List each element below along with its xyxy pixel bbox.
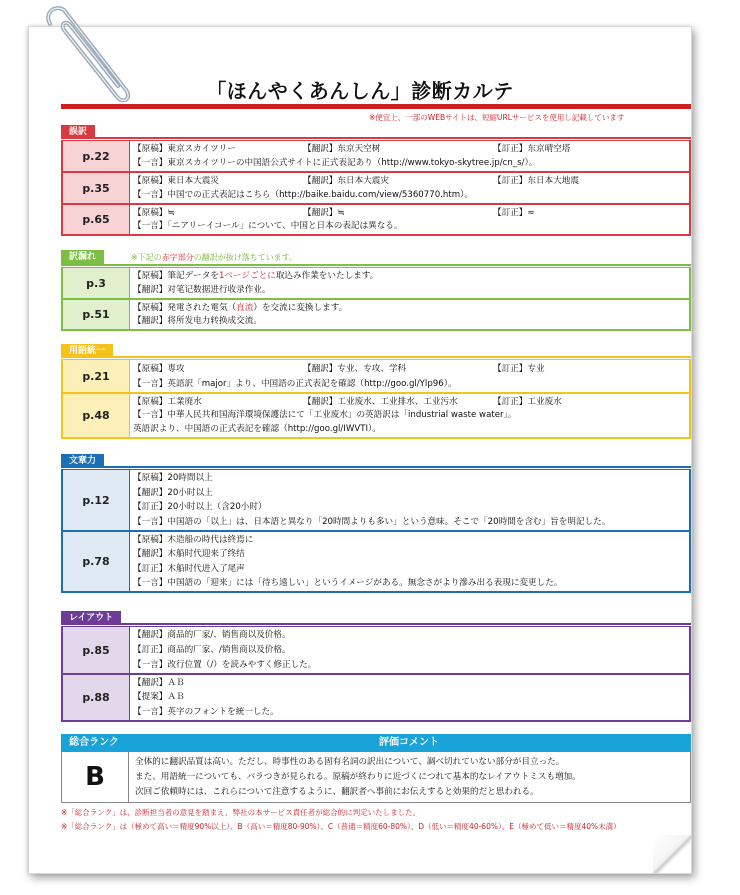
yaku-text: 【翻訳】木船时代迎来了终结: [133, 549, 245, 560]
rank-header: [61, 734, 691, 752]
table-row: [61, 531, 691, 593]
teisei-text: 【訂正】商品的厂家、/销售商以及价格。: [133, 644, 291, 655]
table-row: [61, 172, 691, 204]
yaku-text: 【翻訳】≒: [303, 207, 345, 218]
genko-text: 【原稿】東日本大震災: [133, 176, 219, 186]
genko-text: 【原稿】筆記データを1ページごとに取込み作業をいたします。: [133, 271, 379, 281]
page-number: p.48: [63, 394, 129, 437]
footnote: ※「総合ランク」は（極めて高い＝精度90%以上）、B（高い＝精度80-90%）、C（普通＝精度60-80%）、D（低い＝精度40-60%）、E（極めて低い＝精度40%未満）: [61, 822, 621, 831]
overall-rank-table: [61, 734, 691, 803]
comment-text: 【一言】中華人民共和国海洋環境保護法にて「工业废水」の英語訳は「industrial waste water」。: [133, 410, 517, 421]
comment-header-label: 評価コメント: [379, 737, 439, 748]
genko-text: 【原稿】20時間以上: [133, 473, 213, 484]
section-tag-writing: 文章力: [61, 454, 104, 468]
yaku-text: 【翻訳】工业废水、工业排水、工业污水: [303, 396, 458, 407]
teisei-text: 【訂正】20小时以上（含20小时）: [133, 502, 267, 513]
teisei-text: 【訂正】东日本大地震: [493, 176, 579, 186]
footnote: ※「総合ランク」は、診断担当者の意見を踏まえ、弊社の本サービス責任者が総合的に判定いたしました。: [61, 808, 421, 817]
page-number: p.78: [63, 532, 129, 591]
genko-text: 【原稿】工業廃水: [133, 396, 202, 407]
comment-text: 【一言】改行位置（/）を読みやすく修正した。: [133, 659, 317, 670]
section-tag-terms: 用語統一: [61, 344, 113, 358]
yaku-text: 【翻訳】20小时以上: [133, 487, 213, 498]
table-row: [61, 674, 691, 722]
section-bar-mistranslation: [61, 137, 691, 139]
comment-text: 【一言】中国語の「以上」は、日本語と異なり「20時間よりも多い」という意味。そこで「20時間を含む」旨を明記した。: [133, 516, 611, 527]
teisei-text: 【訂正】≈: [493, 207, 535, 218]
page-number: p.35: [63, 173, 129, 203]
comment-text: 【一言】英字のフォントを統一した。: [133, 706, 279, 717]
comment-text: 【一言】中国での正式表記はこちら（http://baike.baidu.com/view/5360770.htm）。: [133, 190, 473, 200]
comment-text-2: 英語訳より、中国語の正式表記を確認（http://goo.gl/IWVTI）。: [133, 424, 381, 435]
section-bar-layout: [61, 623, 691, 625]
diagnosis-sheet: [28, 26, 692, 874]
yaku-text: 【翻訳】专业、专攻、学科: [303, 363, 407, 374]
table-row: [61, 469, 691, 531]
yaku-text: 【翻訳】对笔记数据进行收录作业。: [133, 285, 271, 295]
page-title: 「ほんやくあんしん」診断カルテ: [206, 79, 514, 103]
page-number: p.51: [63, 300, 129, 329]
comment-text: 【一言】中国語の「迎来」には「待ち遠しい」というイメージがある。無念さがより滲み出る表現に変更した。: [133, 577, 563, 588]
genko-text: 【原稿】≒: [133, 207, 175, 218]
proposal-text: 【提案】ＡＢ: [133, 692, 185, 703]
comment-text: 【一言】「ニアリーイコール」について、中国と日本の表記は異なる。: [133, 221, 403, 232]
evaluation-comment: [129, 752, 690, 802]
title-rule: [61, 104, 691, 109]
comment-text: 【一言】東京スカイツリーの中国語公式サイトに正式表記あり（http://www.tokyo-skytree.jp/cn_s/）。: [133, 158, 538, 168]
yaku-text: 【翻訳】ＡＢ: [133, 678, 185, 689]
yaku-text: 【翻訳】将所发电力转换成交流。: [133, 316, 262, 327]
rank-header-label: 総合ランク: [69, 737, 119, 748]
yaku-text: 【翻訳】东日本大震灾: [303, 176, 389, 186]
section-bar-writing: [61, 466, 691, 468]
teisei-text: 【訂正】专业: [493, 363, 545, 374]
omission-note: ※下記の赤字部分の翻訳が抜け落ちています。: [131, 253, 297, 262]
rank-body: [61, 752, 691, 803]
table-row: [61, 393, 691, 439]
yaku-text: 【翻訳】东京天空树: [303, 144, 381, 154]
page-number: p.3: [63, 268, 129, 298]
paperclip-icon: [34, 2, 144, 102]
page-number: p.88: [63, 675, 129, 720]
table-row: [61, 140, 691, 172]
section-tag-omission: 訳漏れ: [61, 250, 104, 264]
comment-line: また、用語統一についても、バラつきが見られる。原稿が終わりに近づくにつれて基本的なレイアウトミスも増加。: [135, 771, 581, 782]
page-number: p.22: [63, 141, 129, 171]
page-number: p.85: [63, 627, 129, 673]
table-row: [61, 267, 691, 299]
yaku-text: 【翻訳】商品的厂家/、销售商以及价格。: [133, 630, 291, 641]
page-number: p.21: [63, 360, 129, 392]
comment-line: 全体的に翻訳品質は高い。ただし、時事性のある固有名詞の訳出について、調べ切れていない部分が目立った。: [135, 757, 565, 768]
genko-text: 【原稿】木造船の時代は終焉に: [133, 535, 254, 546]
comment-line: 次回ご依頼時には、これらについて注意するように、翻訳者へ事前にお伝えすると効果的だと思われる。: [135, 786, 539, 797]
genko-text: 【原稿】専攻: [133, 363, 185, 374]
teisei-text: 【訂正】工业废水: [493, 396, 562, 407]
page-number: p.12: [63, 470, 129, 530]
table-row: [61, 626, 691, 674]
page-number: p.65: [63, 205, 129, 234]
table-row: [61, 299, 691, 331]
genko-text: 【原稿】発電された電気（直流）を交流に変換します。: [133, 302, 348, 313]
section-bar-omission: [61, 264, 691, 266]
comment-text: 【一言】英語訳「major」より、中国語の正式表記を確認（http://goo.gl/Ylp96）。: [133, 378, 457, 389]
teisei-text: 【訂正】木船时代进入了尾声: [133, 563, 245, 574]
section-tag-layout: レイアウト: [61, 611, 121, 625]
teisei-text: 【訂正】东京晴空塔: [493, 144, 571, 154]
page-curl: [653, 835, 691, 873]
table-row: [61, 359, 691, 393]
table-row: [61, 204, 691, 236]
overall-grade: B: [62, 752, 129, 802]
section-bar-terms: [61, 356, 691, 358]
url-notice: ※便宜上、一部のWEBサイトは、短縮URLサービスを使用し記載しています: [369, 113, 625, 122]
section-tag-mistranslation: 誤訳: [61, 125, 95, 139]
genko-text: 【原稿】東京スカイツリー: [133, 144, 236, 154]
